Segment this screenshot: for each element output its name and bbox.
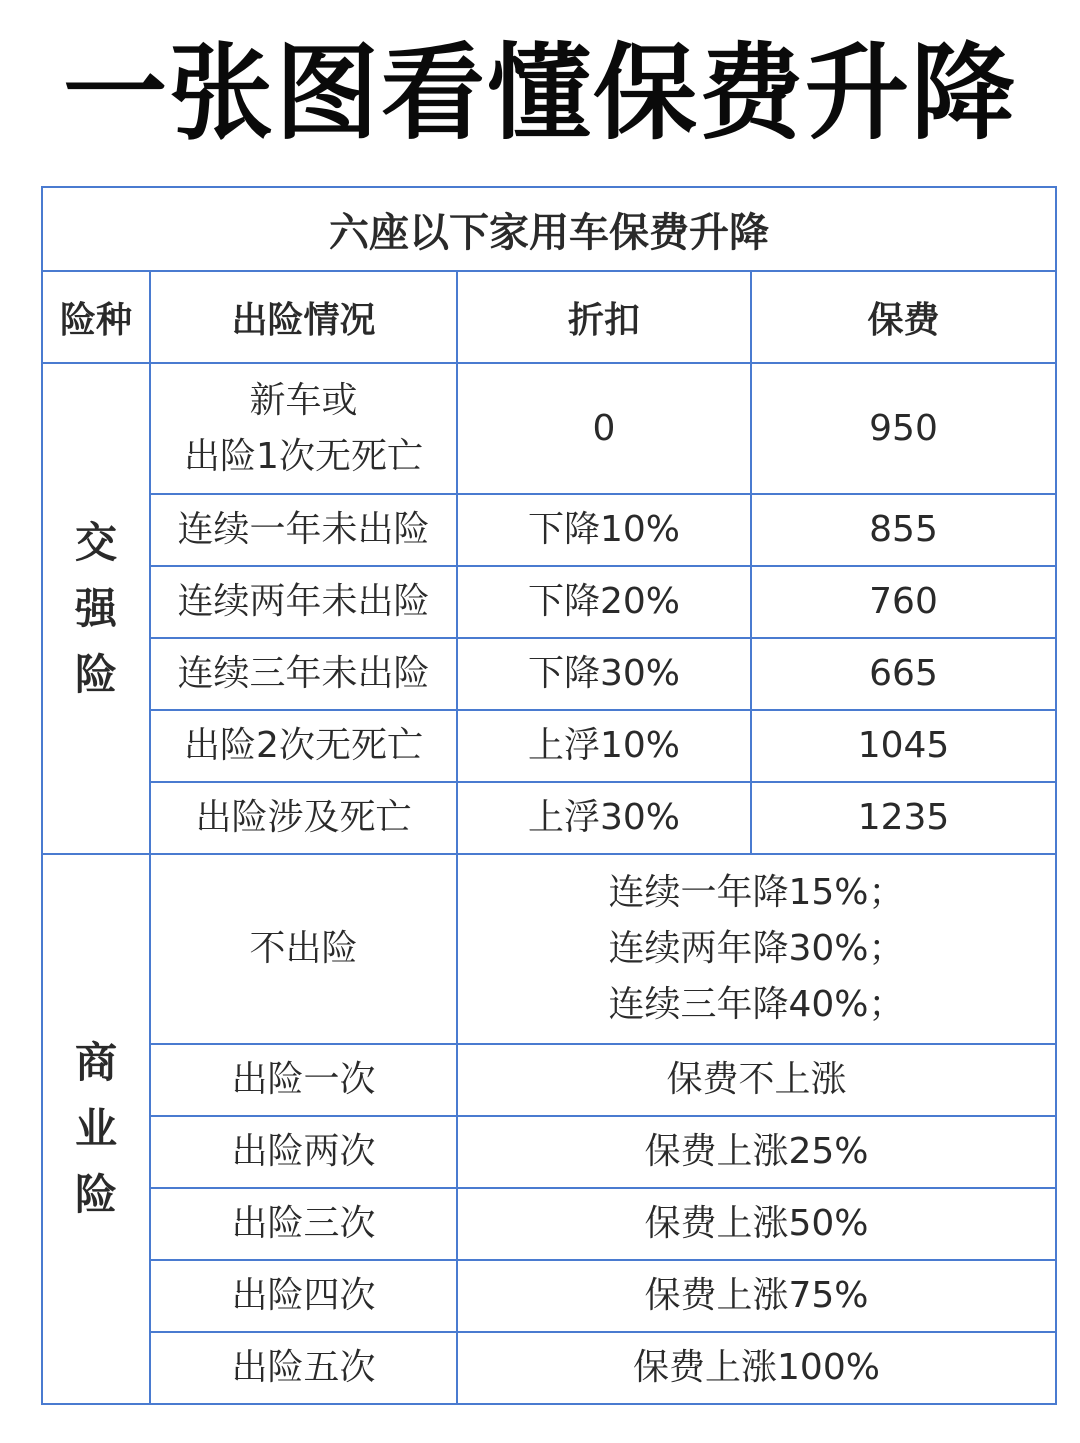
premium-table bbox=[41, 186, 1057, 1405]
result-cell: 保费上涨25% bbox=[457, 1116, 1056, 1188]
result-line: 连续两年降30%； bbox=[608, 928, 905, 969]
table-header-row bbox=[42, 271, 1056, 363]
premium-table-container bbox=[41, 186, 1057, 1405]
discount-cell: 0 bbox=[457, 363, 751, 494]
premium-cell: 665 bbox=[751, 638, 1056, 710]
result-cell bbox=[457, 854, 1056, 1044]
result-cell: 保费不上涨 bbox=[457, 1044, 1056, 1116]
discount-cell: 下降20% bbox=[457, 566, 751, 638]
situation-line: 新车或 bbox=[249, 379, 358, 421]
header-claim-situation: 出险情况 bbox=[150, 271, 457, 363]
table-row bbox=[42, 1116, 1056, 1188]
result-line: 连续三年降40%； bbox=[608, 984, 905, 1025]
table-row bbox=[42, 1188, 1056, 1260]
situation-cell: 出险涉及死亡 bbox=[150, 782, 457, 854]
category-label: 商业险 bbox=[74, 1038, 117, 1219]
situation-cell: 不出险 bbox=[150, 854, 457, 1044]
table-row bbox=[42, 494, 1056, 566]
table-row bbox=[42, 1260, 1056, 1332]
table-row bbox=[42, 566, 1056, 638]
situation-cell bbox=[150, 363, 457, 494]
header-discount: 折扣 bbox=[457, 271, 751, 363]
table-row bbox=[42, 1332, 1056, 1404]
table-row bbox=[42, 854, 1056, 1044]
category-shangye bbox=[42, 854, 150, 1404]
premium-cell: 1235 bbox=[751, 782, 1056, 854]
result-cell: 保费上涨100% bbox=[457, 1332, 1056, 1404]
situation-cell: 出险三次 bbox=[150, 1188, 457, 1260]
header-premium: 保费 bbox=[751, 271, 1056, 363]
situation-cell: 出险五次 bbox=[150, 1332, 457, 1404]
result-cell: 保费上涨50% bbox=[457, 1188, 1056, 1260]
discount-cell: 下降30% bbox=[457, 638, 751, 710]
premium-cell: 1045 bbox=[751, 710, 1056, 782]
situation-cell: 连续三年未出险 bbox=[150, 638, 457, 710]
situation-line: 出险1次无死亡 bbox=[184, 435, 423, 477]
table-row bbox=[42, 782, 1056, 854]
page-title: 一张图看懂保费升降 bbox=[62, 32, 1017, 154]
table-caption-row bbox=[42, 187, 1056, 271]
premium-cell: 760 bbox=[751, 566, 1056, 638]
table-row bbox=[42, 363, 1056, 494]
discount-cell: 下降10% bbox=[457, 494, 751, 566]
discount-cell: 上浮10% bbox=[457, 710, 751, 782]
table-caption: 六座以下家用车保费升降 bbox=[42, 187, 1056, 271]
situation-cell: 连续两年未出险 bbox=[150, 566, 457, 638]
table-row bbox=[42, 710, 1056, 782]
premium-cell: 950 bbox=[751, 363, 1056, 494]
category-label: 交强险 bbox=[74, 517, 117, 699]
category-jiaoqiang bbox=[42, 363, 150, 854]
situation-cell: 连续一年未出险 bbox=[150, 494, 457, 566]
situation-cell: 出险四次 bbox=[150, 1260, 457, 1332]
header-insurance-type: 险种 bbox=[42, 271, 150, 363]
situation-cell: 出险2次无死亡 bbox=[150, 710, 457, 782]
premium-cell: 855 bbox=[751, 494, 1056, 566]
situation-cell: 出险两次 bbox=[150, 1116, 457, 1188]
discount-cell: 上浮30% bbox=[457, 782, 751, 854]
table-row bbox=[42, 1044, 1056, 1116]
result-cell: 保费上涨75% bbox=[457, 1260, 1056, 1332]
table-row bbox=[42, 638, 1056, 710]
situation-cell: 出险一次 bbox=[150, 1044, 457, 1116]
result-line: 连续一年降15%； bbox=[608, 872, 905, 913]
